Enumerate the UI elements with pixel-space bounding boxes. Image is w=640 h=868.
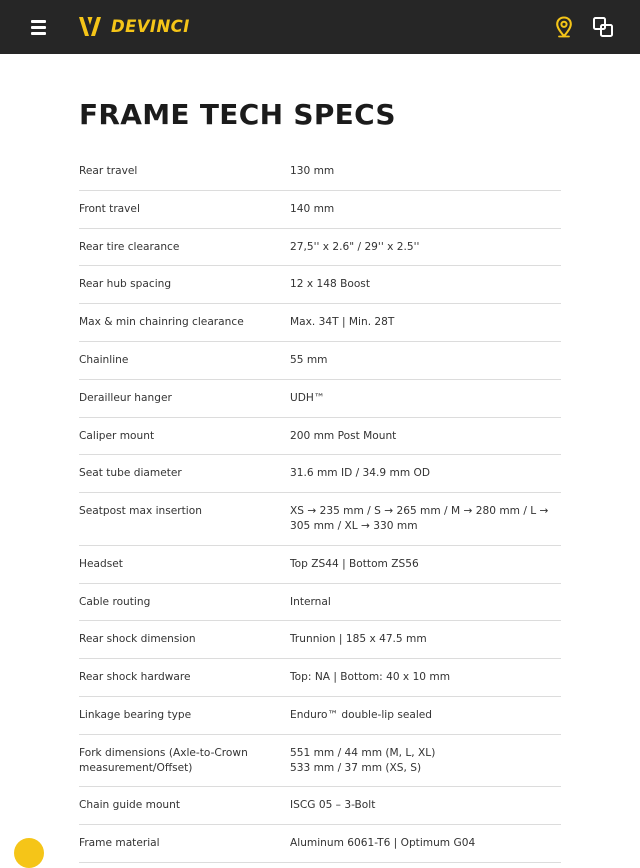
spec-label: Cable routing: [79, 595, 151, 608]
spec-label: Caliper mount: [79, 429, 155, 442]
brand-name: DEVINCI: [111, 17, 190, 36]
spec-value: [290, 632, 561, 647]
spec-value: [290, 670, 561, 685]
spec-label: Rear shock hardware: [79, 671, 191, 684]
spec-row: [79, 825, 561, 863]
spec-row: [79, 229, 561, 267]
spec-row: [79, 493, 561, 546]
spec-value: [290, 429, 561, 444]
spec-row: [79, 546, 561, 584]
spec-value-line: 12 x 148 Boost: [290, 278, 370, 291]
spec-row: [79, 659, 561, 697]
spec-value: [290, 708, 561, 723]
spec-label: Fork dimensions (Axle-to-Crown measurement/Offset): [79, 746, 248, 774]
spec-value: [290, 391, 561, 406]
spec-value-line: Internal: [290, 595, 331, 608]
spec-value-line: Top: NA | Bottom: 40 x 10 mm: [290, 671, 451, 684]
spec-value: [290, 504, 561, 534]
spec-value-line: 200 mm Post Mount: [290, 429, 397, 442]
spec-row: [79, 455, 561, 493]
spec-row: [79, 418, 561, 456]
spec-label: Rear hub spacing: [79, 278, 172, 291]
spec-label: Front travel: [79, 202, 140, 215]
spec-row: [79, 153, 561, 191]
spec-label: Max & min chainring clearance: [79, 316, 244, 329]
spec-value-line: 551 mm / 44 mm (M, L, XL): [290, 746, 436, 759]
spec-table: [79, 153, 561, 863]
spec-value: [290, 315, 561, 330]
spec-value: [290, 240, 561, 255]
spec-label: Frame material: [79, 837, 160, 850]
spec-label: Chainline: [79, 353, 129, 366]
main-content: [0, 98, 640, 863]
spec-value-line: XS → 235 mm / S → 265 mm / M → 280 mm / L → 305 mm / XL → 330 mm: [290, 505, 549, 532]
spec-value: [290, 798, 561, 813]
spec-value-line: 130 mm: [290, 165, 335, 177]
spec-row: [79, 380, 561, 418]
spec-value: [290, 277, 561, 292]
spec-value-line: Aluminum 6061-T6 | Optimum G04: [290, 837, 476, 850]
spec-row: [79, 191, 561, 229]
spec-value: [290, 164, 561, 179]
spec-label: Derailleur hanger: [79, 391, 172, 404]
map-pin-icon[interactable]: [552, 15, 576, 39]
spec-value-line: Trunnion | 185 x 47.5 mm: [290, 633, 427, 646]
spec-row: [79, 266, 561, 304]
spec-value-line: Top ZS44 | Bottom ZS56: [290, 557, 419, 570]
spec-label: Chain guide mount: [79, 799, 181, 812]
spec-label: Linkage bearing type: [79, 708, 192, 721]
spec-value-line: UDH™: [290, 391, 325, 404]
chat-widget-button[interactable]: [14, 838, 44, 868]
spec-value-line: ISCG 05 – 3-Bolt: [290, 799, 376, 812]
spec-label: Rear tire clearance: [79, 240, 180, 253]
spec-value-line: 27,5'' x 2.6" / 29'' x 2.5'': [290, 240, 420, 253]
spec-label: Rear shock dimension: [79, 633, 196, 646]
spec-row: [79, 304, 561, 342]
spec-row: [79, 342, 561, 380]
spec-value-line: 533 mm / 37 mm (XS, S): [290, 761, 422, 774]
spec-value: [290, 353, 561, 368]
spec-value: [290, 202, 561, 217]
spec-label: Rear travel: [79, 165, 138, 177]
spec-value-line: Max. 34T | Min. 28T: [290, 316, 395, 329]
spec-value: [290, 557, 561, 572]
spec-value: [290, 595, 561, 610]
hamburger-menu-icon[interactable]: [26, 15, 50, 39]
spec-row: [79, 621, 561, 659]
compare-squares-icon[interactable]: [591, 15, 615, 39]
spec-value-line: 140 mm: [290, 202, 335, 215]
spec-label: Headset: [79, 557, 123, 570]
spec-value: [290, 746, 561, 776]
spec-value-line: 55 mm: [290, 353, 328, 366]
spec-value: [290, 466, 561, 481]
devinci-v-logo-icon: [78, 16, 102, 38]
spec-label: Seatpost max insertion: [79, 505, 202, 518]
spec-value-line: 31.6 mm ID / 34.9 mm OD: [290, 467, 431, 480]
spec-label: Seat tube diameter: [79, 467, 182, 480]
top-navigation-bar: [0, 0, 640, 54]
spec-value-line: Enduro™ double-lip sealed: [290, 708, 433, 721]
spec-row: [79, 735, 561, 788]
section-title: FRAME TECH SPECS: [79, 98, 396, 131]
brand-logo-link[interactable]: [78, 14, 190, 40]
spec-row: [79, 697, 561, 735]
spec-row: [79, 584, 561, 622]
spec-row: [79, 787, 561, 825]
